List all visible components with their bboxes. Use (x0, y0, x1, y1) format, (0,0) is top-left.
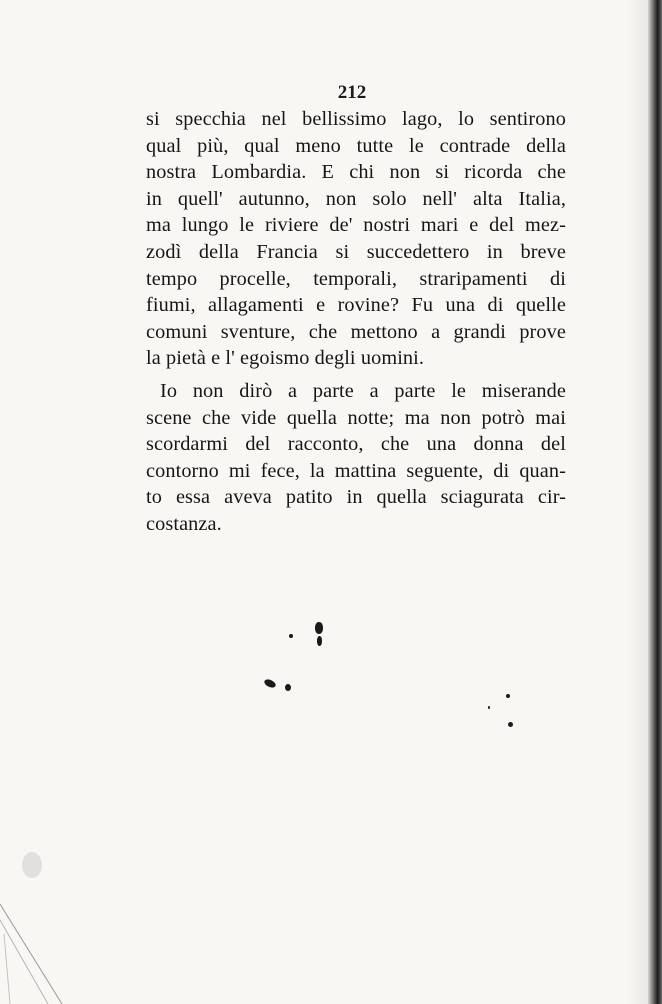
text-line: ma lungo le riviere de' nostri mari e del mez- (146, 214, 566, 237)
paragraph-1 (146, 106, 566, 372)
ink-spot (506, 694, 510, 698)
binding-shadow (626, 0, 648, 1004)
text-line: qual più, qual meno tutte le contrade della (146, 134, 566, 157)
ink-spot (317, 636, 322, 646)
page-number: 212 (337, 82, 367, 103)
text-line: costanza. (146, 512, 222, 535)
ink-spot (508, 722, 513, 727)
body-text (146, 106, 566, 538)
text-line: comuni sventure, che mettono a grandi prove (146, 320, 566, 343)
text-line: fiumi, allagamenti e rovine? Fu una di quelle (146, 294, 566, 317)
ink-spot (285, 684, 291, 691)
page-edge (648, 0, 662, 1004)
text-line: scene che vide quella notte; ma non potrò mai (146, 406, 566, 429)
text-line: scordarmi del racconto, che una donna del (146, 433, 566, 456)
ink-spot (315, 622, 323, 634)
text-line: to essa aveva patito in quella sciagurata cir- (146, 486, 566, 509)
ink-spot (289, 634, 293, 638)
text-line: zodì della Francia si succedettero in breve (146, 240, 566, 263)
text-line: si specchia nel bellissimo lago, lo sentirono (146, 108, 566, 130)
page-corner-scratches (0, 864, 140, 1004)
text-line: contorno mi fece, la mattina seguente, di quan- (146, 459, 566, 482)
text-line: Io non dirò a parte a parte le miserande (160, 379, 566, 402)
ink-spot (263, 678, 277, 689)
ink-spot (488, 706, 490, 709)
text-line: la pietà e l' egoismo degli uomini. (146, 347, 425, 370)
text-line: nostra Lombardia. E chi non si ricorda che (146, 161, 566, 184)
text-line: in quell' autunno, non solo nell' alta Italia, (146, 187, 566, 210)
paragraph-2 (146, 378, 566, 538)
text-line: tempo procelle, temporali, straripamenti di (146, 267, 566, 290)
